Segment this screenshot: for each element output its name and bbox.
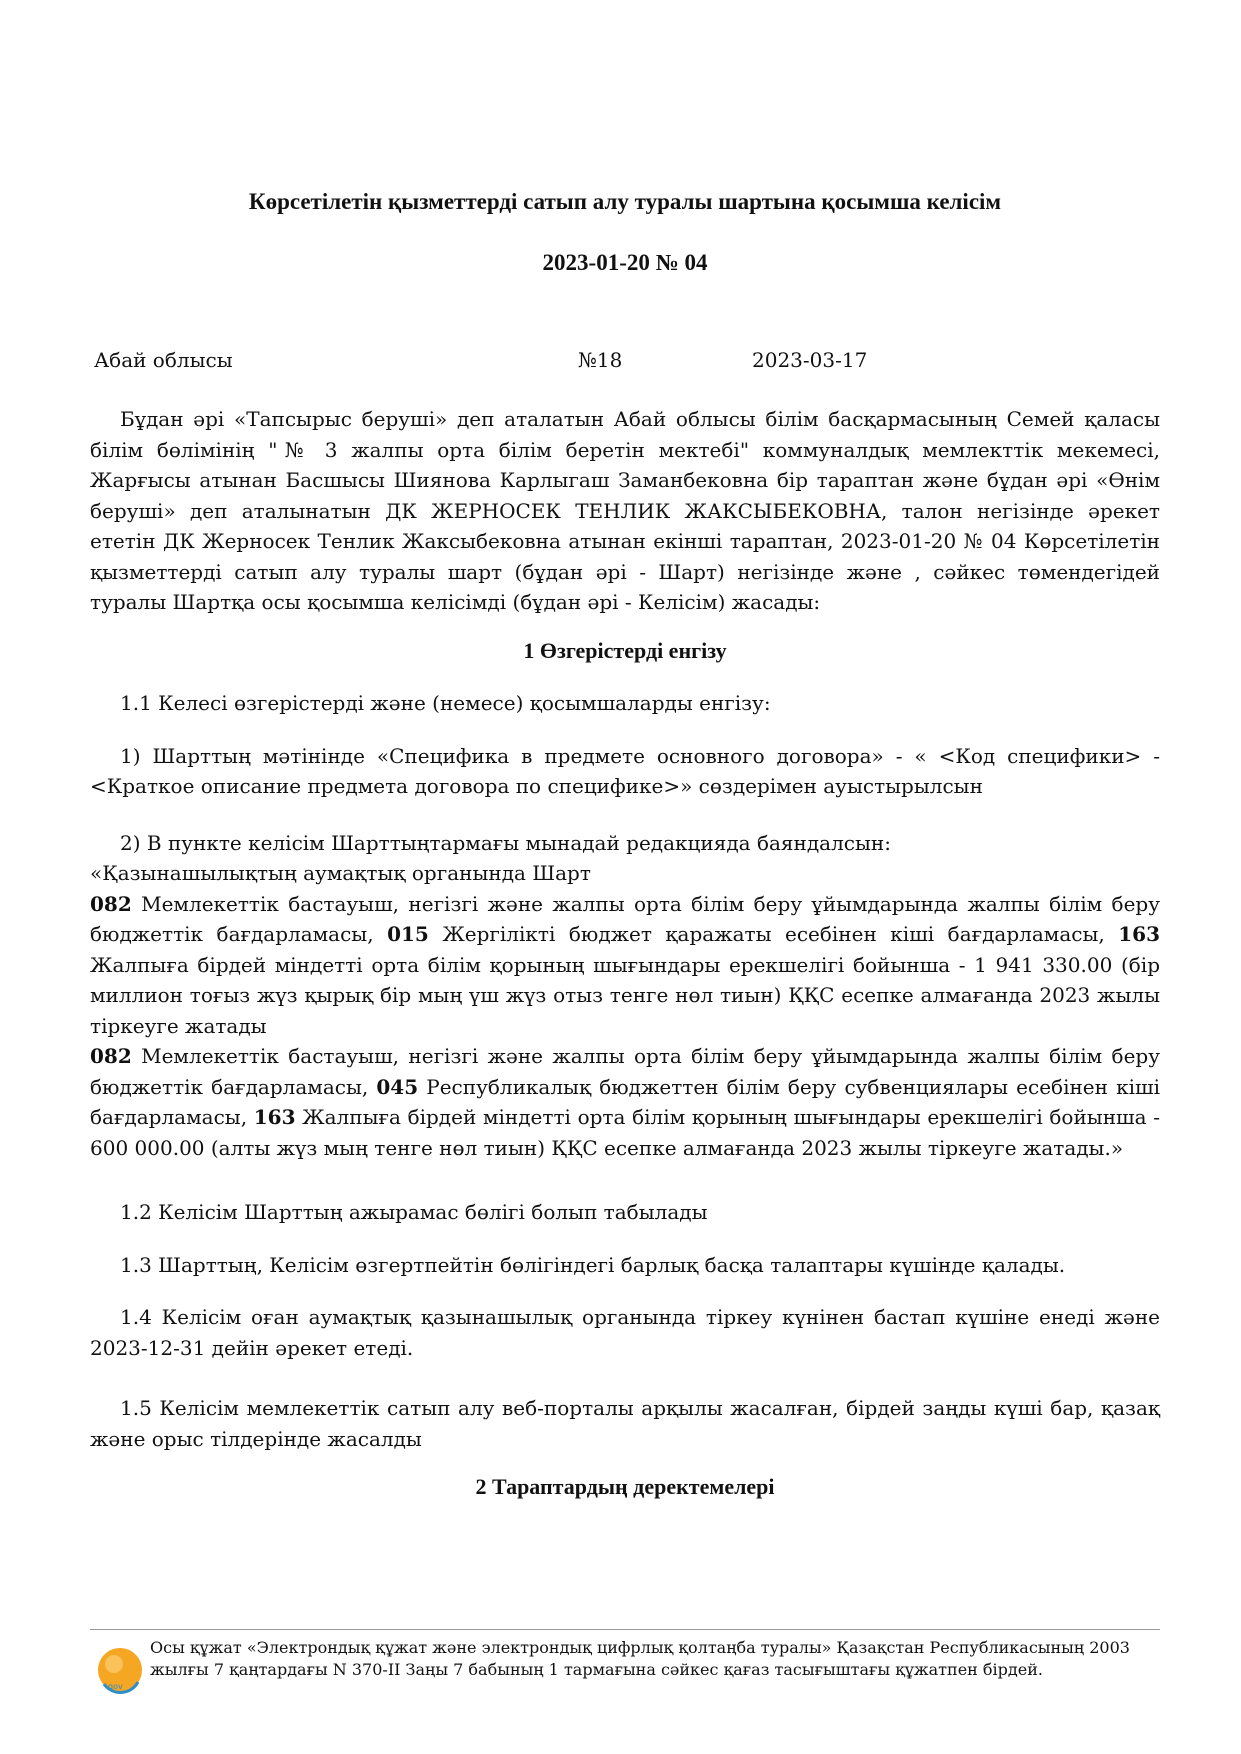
budget-subprogram-code: 015 — [387, 922, 429, 946]
clause-1-2: 1.2 Келісім Шарттың ажырамас бөлігі болып табылады — [120, 1200, 708, 1224]
budget-program-code: 082 — [90, 1044, 132, 1068]
meta-location: Абай облысы — [94, 348, 233, 372]
clause-1-5: 1.5 Келісім мемлекеттік сатып алу веб-порталы арқылы жасалған, бірдей заңды күші бар, қазақ және орыс тілдерінде жасалды — [90, 1396, 1160, 1451]
section-1-heading: 1 Өзгерістерді енгізу — [523, 637, 727, 663]
budget-subprogram-code: 045 — [376, 1074, 419, 1099]
clause-1-4: 1.4 Келісім оған аумақтық қазынашылық органында тіркеу күнінен бастап күшіне енеді және 2023-12-31 дейін әрекет етеді. — [90, 1305, 1160, 1360]
document-title: Көрсетілетін қызметтерді сатып алу туралы шартына қосымша келісім — [248, 189, 1002, 214]
footer-legal-note: Осы құжат «Электрондық құжат және электрондық цифрлық қолтаңба туралы» Қазақстан Республикасының 2003 жылғы 7 қаңтардағы N 370-II Заңы 7 бабының 1 тармағына сәйкес қағаз тасығыштағы құжатпен бірдей. — [150, 1638, 1130, 1679]
budget-program-code: 082 — [90, 891, 132, 916]
budget-text: Жалпыға бірдей міндетті орта білім қорының шығындары ерекшелігі бойынша - 600 000.00 (алты жүз мың тенге нөл тиын) ҚҚС есепке алмағанда 2023 жылы тіркеуге жатады.» — [90, 1105, 1160, 1160]
clause-1-1-item-2-line-1: 2) В пункте келісім Шарттыңтармағы мынадай редакцияда баяндалсын: — [120, 830, 891, 855]
section-2-heading: 2 Тараптардың деректемелері — [475, 1474, 775, 1499]
document-number: 2023-01-20 № 04 — [542, 250, 708, 275]
document-meta — [90, 348, 1160, 378]
budget-paragraph-1 — [90, 889, 1160, 1042]
budget-text: Жергілікті бюджет қаражаты есебінен кіші бағдарламасы, — [428, 922, 1119, 946]
document-footer — [90, 1629, 1160, 1691]
meta-date: 2023-03-17 — [752, 348, 868, 372]
budget-text: Республикалық бюджеттен білім беру субвенциялары есебінен кіші бағдарламасы, — [90, 1074, 1160, 1129]
intro-paragraph: Бұдан әрі «Тапсырыс беруші» деп аталатын Абай облысы білім басқармасының Семей қаласы білім бөлімінің "№ 3 жалпы орта білім беретін мектебі" коммуналдық мемлекттік мекемесі, Жарғысы атынан Басшысы Шиянова Карлыгаш Заманбековна бір тараптан және бұдан әрі «Өнім беруші» деп аталынатын ДК ЖЕРНОСЕК ТЕНЛИК ЖАКСЫБЕКОВНА, талон негізінде әрекет ететін ДК Жерносек Тенлик Жаксыбековна атынан екінші тараптан, 2023-01-20 № 04 Көрсетілетін қызметтерді сатып алу туралы шарт (бұдан әрі - Шарт) негізінде және , сәйкес төмендегідей туралы Шартқа осы қосымша келісімді (бұдан әрі - Келісім) жасады: — [90, 407, 1160, 614]
budget-text: Мемлекеттік бастауыш, негізгі және жалпы орта білім беру ұйымдарында жалпы білім беру бюджеттік бағдарламасы, — [90, 891, 1160, 946]
budget-text: Мемлекеттік бастауыш, негізгі және жалпы орта білім беру ұйымдарында жалпы білім беру бюджеттік бағдарламасы, — [90, 1044, 1160, 1099]
meta-number: №18 — [578, 348, 623, 372]
clause-1-3: 1.3 Шарттың, Келісім өзгертпейтін бөлігіндегі барлық басқа талаптары күшінде қалады. — [120, 1252, 1066, 1277]
budget-text: Жалпыға бірдей міндетті орта білім қорының шығындары ерекшелігі бойынша - 1 941 330.00 (бір миллион тоғыз жүз қырық бір мың үш жүз отыз тенге нөл тиын) ҚҚС есепке алмағанда 2023 жылы тіркеуге жатады — [90, 952, 1160, 1038]
egov-seal-icon — [94, 1644, 146, 1696]
clause-1-1: 1.1 Келесі өзгерістерді және (немесе) қосымшаларды енгізу: — [120, 691, 771, 715]
clause-1-1-item-2-line-2: «Қазынашылықтың аумақтық органында Шарт — [90, 861, 591, 885]
svg-text:gov: gov — [108, 1682, 123, 1691]
budget-specific-code: 163 — [1118, 922, 1160, 946]
budget-paragraph-2 — [90, 1041, 1160, 1163]
document-page — [90, 0, 1160, 1754]
budget-specific-code: 163 — [253, 1105, 296, 1129]
document-body — [90, 404, 1160, 1503]
clause-1-1-item-1: 1) Шарттың мәтінінде «Спецификa в предмете основного договора» - « <Код специфики> - <Краткое описание предмета договора по специфике>» сөздерімен ауыстырылсын — [90, 743, 1160, 798]
